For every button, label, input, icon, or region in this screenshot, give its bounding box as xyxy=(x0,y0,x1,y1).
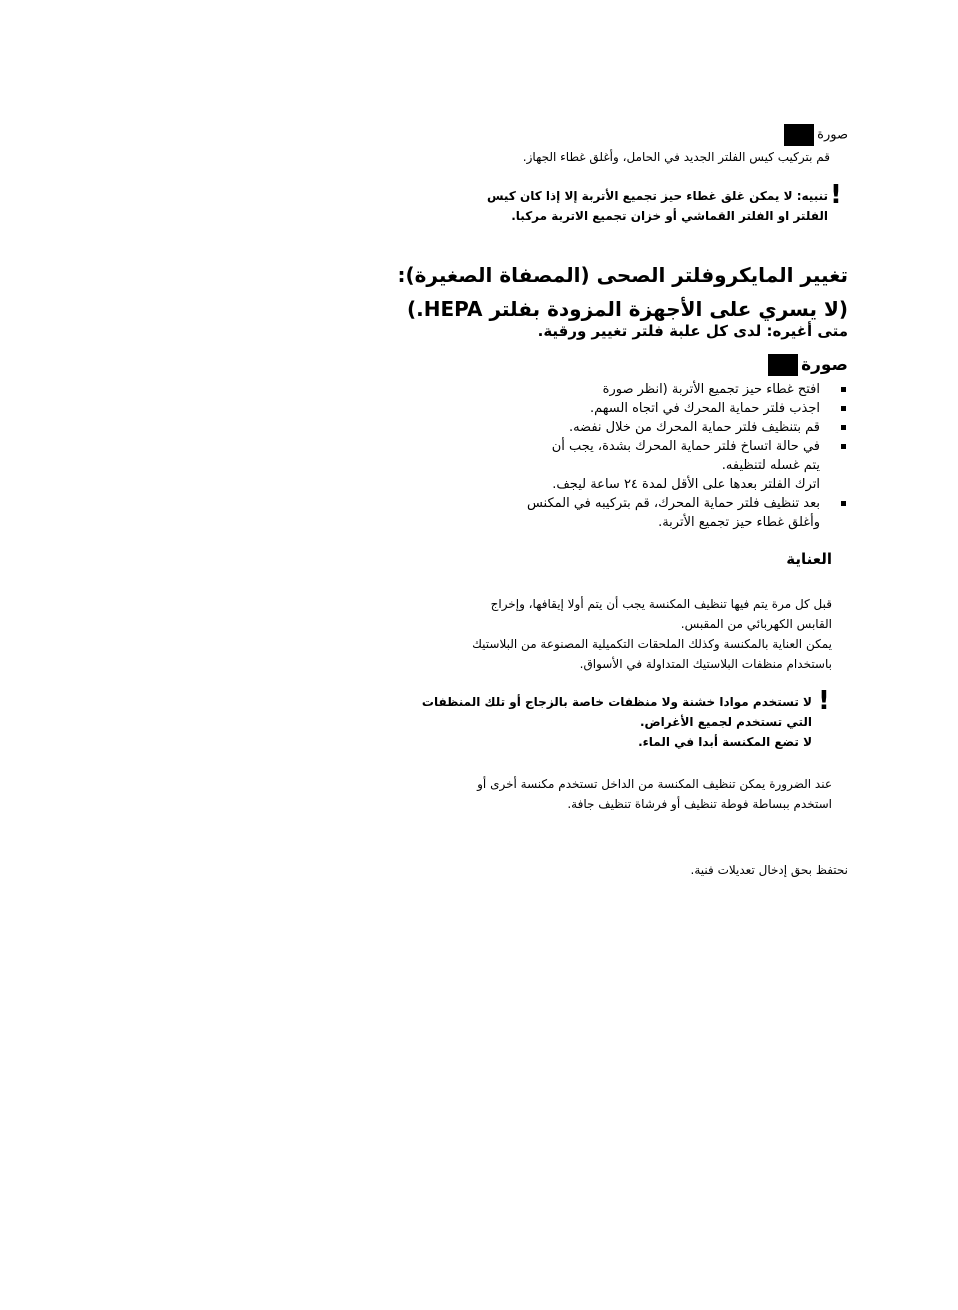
microfilter-when: متى أغيره: لدى كل علبة فلتر تغيير ورقية. xyxy=(537,322,848,340)
paragraph-line: القابس الكهربائي من المقبس. xyxy=(680,617,832,631)
bullet-icon xyxy=(841,444,846,449)
title-line: (لا يسري على الأجهزة المزودة بفلتر HEPA.) xyxy=(407,297,848,321)
list-item xyxy=(508,437,848,494)
warning-text-1 xyxy=(487,186,828,226)
figure-number-redacted xyxy=(768,354,798,376)
microfilter-steps xyxy=(508,380,848,532)
list-item xyxy=(508,380,848,399)
warning-icon: ! xyxy=(830,180,842,210)
warning-line: تنبيه: لا يمكن غلق غطاء حيز تجميع الأتربة إلا إذا كان كيس xyxy=(486,189,828,203)
step-continuation: يتم غسله لتنظيفه. xyxy=(721,458,820,473)
step-text: بعد تنظيف فلتر حماية المحرك، قم بتركيبه في المكنس xyxy=(526,496,820,511)
microfilter-title xyxy=(397,258,848,326)
install-instruction: قم بتركيب كيس الفلتر الجديد في الحامل، وأغلق غطاء الجهاز. xyxy=(522,150,830,164)
paragraph-line: استخدم ببساطة فوطة تنظيف أو فرشاة تنظيف جافة. xyxy=(567,797,832,811)
warning-line: التي تستخدم لجميع الأغراض. xyxy=(639,715,812,729)
figure-ref-2 xyxy=(768,354,848,376)
list-item xyxy=(508,399,848,418)
figure-ref-1 xyxy=(784,124,848,146)
technical-changes-note: نحتفظ بحق إدخال تعديلات فنية. xyxy=(690,863,848,877)
title-line: تغيير المايكروفلتر الصحى (المصفاة الصغيرة): xyxy=(397,263,848,287)
bullet-icon xyxy=(841,425,846,430)
bullet-icon xyxy=(841,406,846,411)
care-paragraph-1 xyxy=(491,594,832,634)
care-paragraph-2 xyxy=(472,634,832,674)
bullet-icon xyxy=(841,501,846,506)
step-continuation: اترك الفلتر بعدها على الأقل لمدة ٢٤ ساعة ليجف. xyxy=(552,477,820,492)
care-heading: العناية xyxy=(786,550,832,568)
step-text: افتح غطاء حيز تجميع الأتربة (انظر صورة xyxy=(602,382,820,397)
inside-cleaning-paragraph xyxy=(477,774,832,814)
warning-text-2 xyxy=(422,692,812,752)
step-text: اجذب فلتر حماية المحرك في اتجاه السهم. xyxy=(590,401,820,416)
step-text: في حالة اتساخ فلتر حماية المحرك بشدة، يجب أن xyxy=(551,439,820,454)
figure-label: صورة xyxy=(817,127,848,143)
warning-line: الفلتر او الفلتر القماشي أو خزان تجميع الاتربة مركبا. xyxy=(511,209,828,223)
step-text: قم بتنظيف فلتر حماية المحرك من خلال نفضه. xyxy=(568,420,820,435)
paragraph-line: قبل كل مرة يتم فيها تنظيف المكنسة يجب أن يتم أولا إيقافها، وإخراج xyxy=(490,597,832,611)
figure-label: صورة xyxy=(801,355,848,375)
paragraph-line: عند الضرورة يمكن تنظيف المكنسة من الداخل تستخدم مكنسة أخرى أو xyxy=(477,777,832,791)
step-continuation: وأغلق غطاء حيز تجميع الأتربة. xyxy=(658,515,820,530)
list-item xyxy=(508,418,848,437)
figure-number-redacted xyxy=(784,124,814,146)
warning-line: لا تضع المكنسة أبدا في الماء. xyxy=(638,735,812,749)
list-item xyxy=(508,494,848,532)
paragraph-line: باستخدام منظفات البلاستيك المتداولة في الأسواق. xyxy=(579,657,832,671)
bullet-icon xyxy=(841,387,846,392)
warning-line: لا تستخدم موادا خشنة ولا منظفات خاصة بالزجاج أو تلك المنظفات xyxy=(421,695,812,709)
warning-icon: ! xyxy=(818,686,830,716)
paragraph-line: يمكن العناية بالمكنسة وكذلك الملحقات التكميلية المصنوعة من البلاستيك xyxy=(472,637,832,651)
